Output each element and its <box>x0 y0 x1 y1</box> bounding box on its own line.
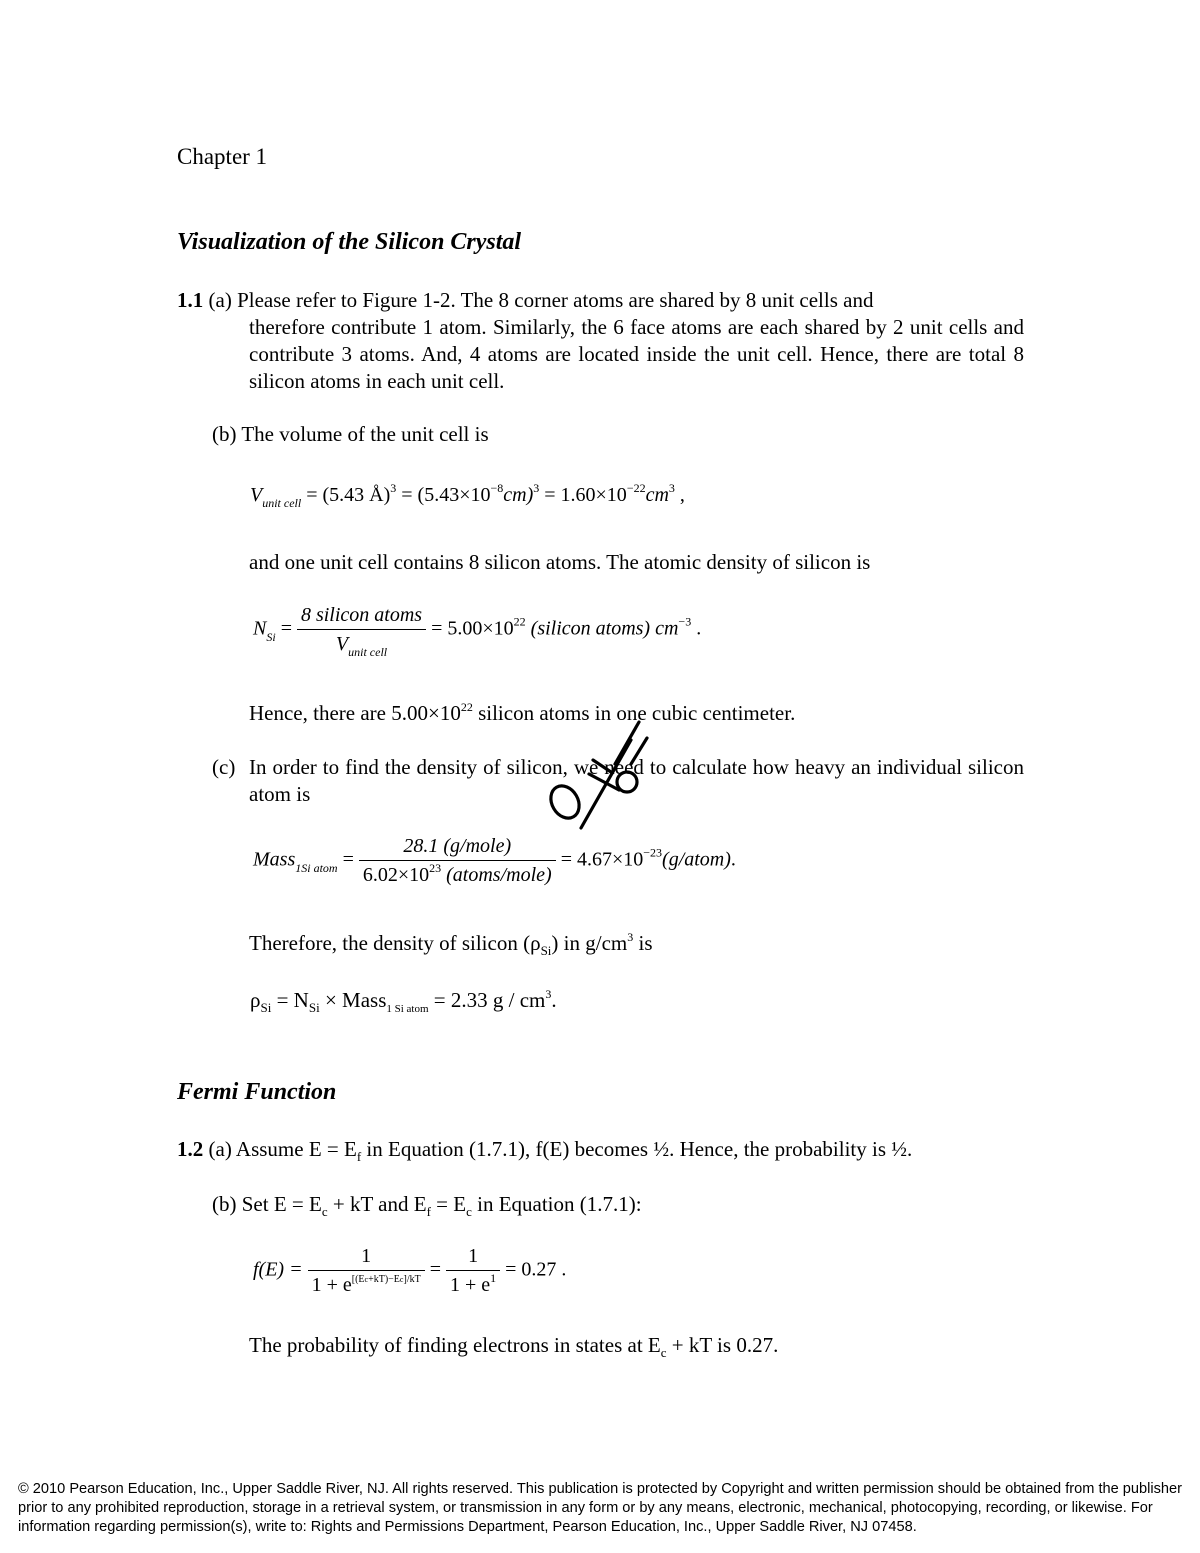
copyright-footer: © 2010 Pearson Education, Inc., Upper Saddle River, NJ. All rights reserved. This publication is protected by Copyright and written permission should be obtained from the publisher prior to any prohibited reproduction, storage in a retrieval system, or transmission in any form or by any means, electronic, mechanical, photocopying, recording, or likewise. For information regarding permission(s), write to: Rights and Permissions Department, Pearson Education, Inc., Upper Saddle River, NJ 07458. <box>18 1481 1183 1535</box>
fraction-atom-mass: $\frac{\text{28.1 (g/mole)}}{6.02\times 10^{23} (atoms/mole)}$ <box>359 835 556 887</box>
section-heading-silicon-crystal: Visualization of the Silicon Crystal <box>177 229 522 255</box>
part-a-label: (a) <box>208 288 232 312</box>
problem-1-2-a: 1.2 (a) Assume $E = E_f$ in Equation (1.7.1), f(E) becomes ½. Hence, the probability is ½. <box>177 1137 913 1164</box>
problem-number-1-1: 1.1 <box>177 288 204 312</box>
part-c-label: (c) <box>212 755 236 779</box>
problem-1-1-c-therefore: Therefore, the density of silicon $(\rho_{Si})$ in $g/cm^3$ is <box>249 930 653 958</box>
problem-1-2-b: (b) Set $E = E_c$ + kT and $E_f = E_c$ in Equation (1.7.1): <box>212 1192 642 1219</box>
equation-silicon-density: $\rho_{Si} = N_{Si}$ × Mass$_{1 Si atom}$ = 2.33 g / $cm^3$. <box>250 987 557 1015</box>
problem-1-1-a-body: therefore contribute 1 atom. Similarly, the 6 face atoms are each shared by 2 unit cells and contribute 3 atoms. And, 4 atoms are located inside the unit cell. Hence, there are total 8 silicon atoms in each unit cell. <box>249 315 1024 393</box>
equation-unit-cell-volume: $V_{unit cell} = (5.43$ Å)$^3$ = $(5.43\times 10^{-8}cm)^3 = 1.60\times 10^{-22}cm^3$ , <box>250 481 685 510</box>
problem-number-1-2: 1.2 <box>177 1137 204 1161</box>
chapter-title: Chapter 1 <box>177 144 268 169</box>
problem-1-1-b-text2: and one unit cell contains 8 silicon atoms. The atomic density of silicon is <box>249 550 871 574</box>
part-a-first-line: Please refer to Figure 1-2. The 8 corner atoms are shared by 8 unit cells and <box>237 288 874 312</box>
handwritten-watermark <box>535 700 655 840</box>
fraction-fermi-2: $\frac{1}{1 + e^1}$ <box>446 1245 500 1297</box>
problem-1-2-probability: The probability of finding electrons in states at $E_c$ + kT is 0.27. <box>249 1333 779 1360</box>
fraction-atomic-density: $\frac{\text{8 silicon atoms}}{V_{unit cell}}$ <box>297 604 426 656</box>
equation-atomic-density: $N_{Si}$ = $\frac{\text{8 silicon atoms}}{V_{unit cell}}$ = $5.00\times 10^{22}$ (silicon atoms) $cm^{-3}$ . <box>253 604 702 659</box>
equation-fermi-function: f(E) = $\frac{1}{1 + e^{[(Ec+kT)-Ec]/kT}}$ = $\frac{1}{1 + e^1}$ = 0.27 . <box>253 1245 567 1296</box>
problem-1-1-a-line1 <box>177 287 1027 314</box>
problem-1-1-c-text: In order to find the density of silicon, we need to calculate how heavy an individual silicon atom is <box>249 755 1024 806</box>
section-heading-fermi-function: Fermi Function <box>177 1079 337 1105</box>
equation-atom-mass: Mass$_{1Si atom}$ = $\frac{\text{28.1 (g/mole)}}{6.02\times 10^{23} (atoms/mole)}$ = $4.67\times 10^{-23}(g/atom)$. <box>253 835 736 886</box>
fraction-fermi-1: $\frac{1}{1 + e^{[(Ec+kT)-Ec]/kT}}$ <box>308 1245 425 1297</box>
problem-1-1-b-hence: Hence, there are $5.00\times 10^{22}$ silicon atoms in one cubic centimeter. <box>249 700 796 725</box>
problem-1-1-b-text: (b) The volume of the unit cell is <box>212 422 489 446</box>
